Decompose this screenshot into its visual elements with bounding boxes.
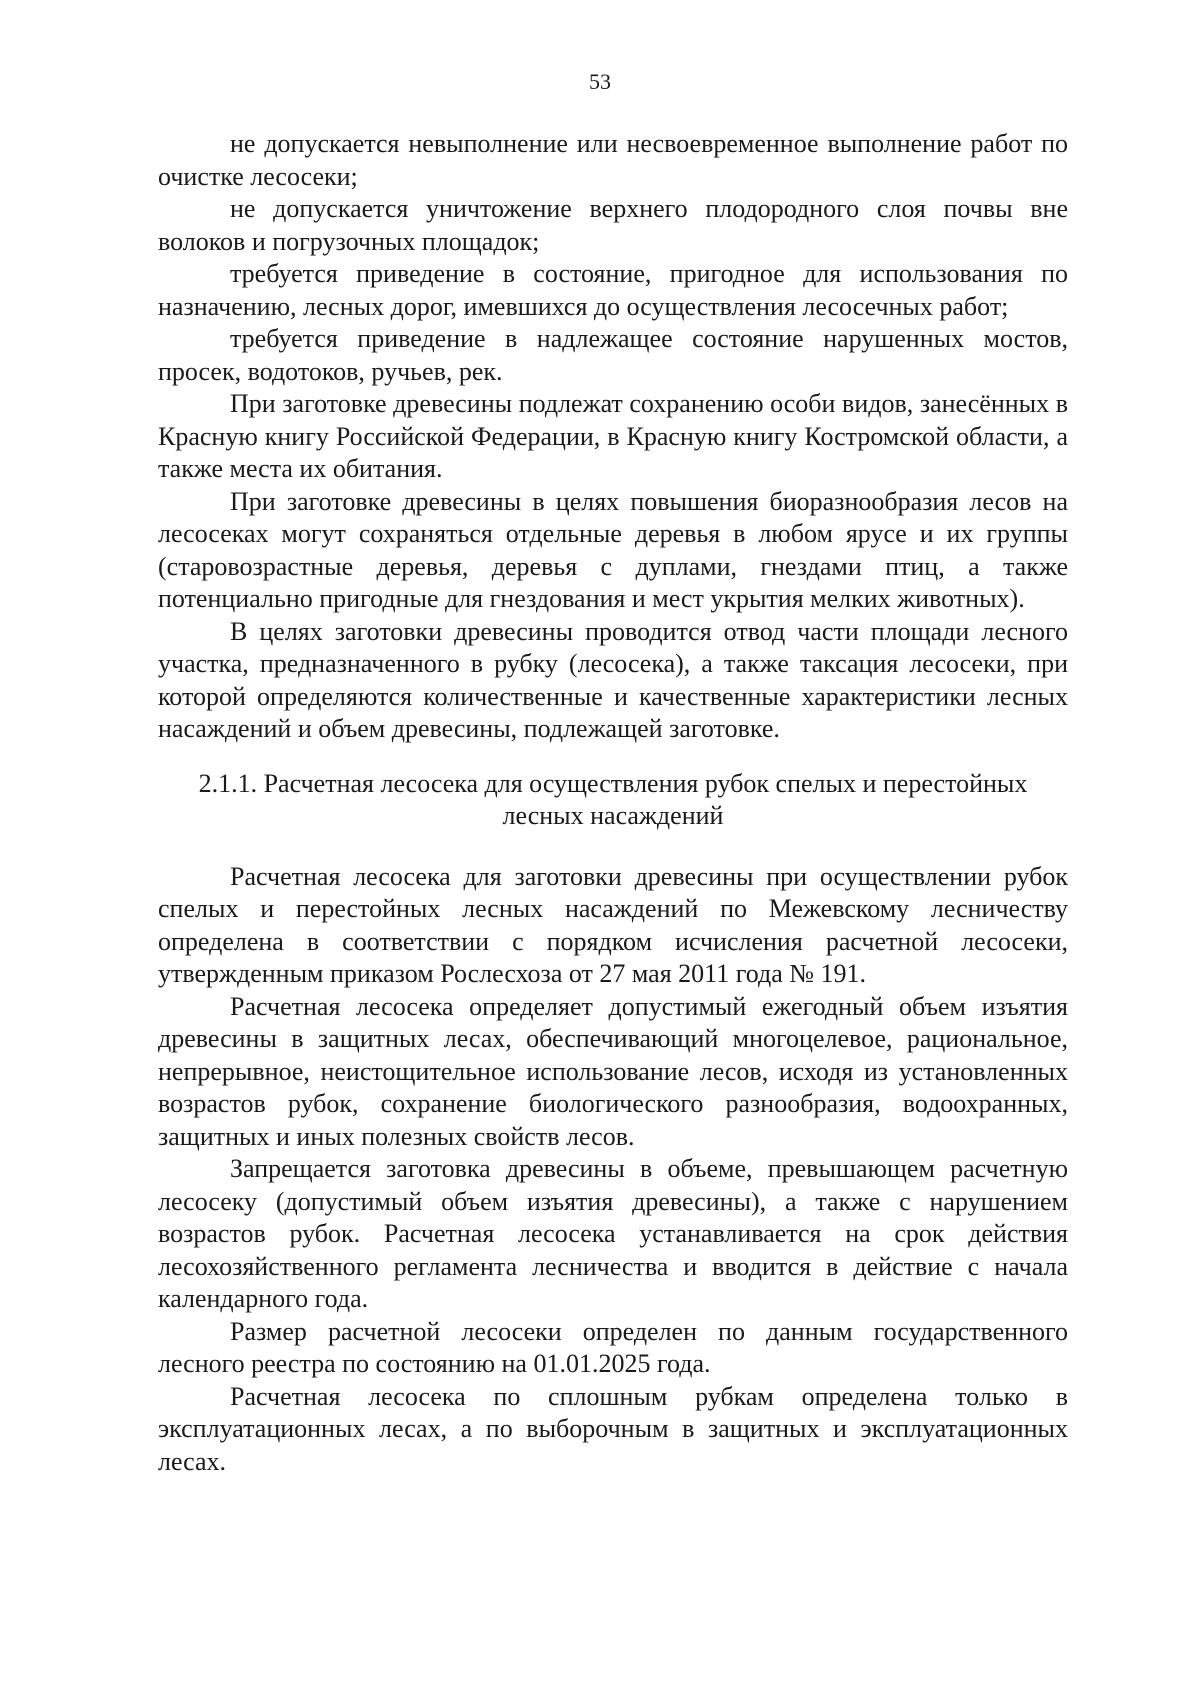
page-number: 53 (589, 69, 611, 94)
page-body (158, 128, 1068, 1478)
paragraph: Запрещается заготовка древесины в объеме, превышающем расчетную лесосеку (допустимый объем изъятия древесины), а также с нарушением возрастов рубок. Расчетная лесосека устанавливается на срок действия лесохозяйственного регламента лесничества и вводится в действие с начала календарного года. (158, 1154, 1068, 1313)
paragraph: Расчетная лесосека по сплошным рубкам определена только в эксплуатационных лесах, а по выборочным в защитных и эксплуатационных лесах. (158, 1381, 1068, 1476)
paragraph: не допускается уничтожение верхнего плодородного слоя почвы вне волоков и погрузочных площадок; (158, 194, 1068, 256)
section-heading: 2.1.1. Расчетная лесосека для осуществления рубок спелых и перестойных лесных насаждений (198, 768, 1028, 830)
paragraph: Размер расчетной лесосеки определен по данным государственного лесного реестра по состоянию на 01.01.2025 года. (158, 1316, 1068, 1378)
paragraph: При заготовке древесины в целях повышения биоразнообразия лесов на лесосеках могут сохраняться отдельные деревья в любом ярусе и их группы (старовозрастные деревья, деревья с дуплами, гнездами птиц, а также потенциально пригодные для гнездования и мест укрытия мелких животных). (158, 486, 1068, 613)
paragraph: Расчетная лесосека определяет допустимый ежегодный объем изъятия древесины в защитных лесах, обеспечивающий многоцелевое, рациональное, непрерывное, неистощительное использование лесов, исходя из установленных возрастов рубок, сохранение биологического разнообразия, водоохранных, защитных и иных полезных свойств лесов. (158, 991, 1068, 1151)
paragraph: В целях заготовки древесины проводится отвод части площади лесного участка, предназначенного в рубку (лесосека), а также таксация лесосеки, при которой определяются количественные и качественные характеристики лесных насаждений и объем древесины, подлежащей заготовке. (158, 616, 1068, 743)
paragraph: не допускается невыполнение или несвоевременное выполнение работ по очистке лесосеки; (158, 129, 1068, 191)
paragraph: При заготовке древесины подлежат сохранению особи видов, занесённых в Красную книгу Российской Федерации, в Красную книгу Костромской области, а также места их обитания. (158, 389, 1068, 483)
paragraph: Расчетная лесосека для заготовки древесины при осуществлении рубок спелых и перестойных лесных насаждений по Межевскому лесничеству определена в соответствии с порядком исчисления расчетной лесосеки, утвержденным приказом Рослесхоза от 27 мая 2011 года № 191. (158, 861, 1068, 988)
paragraph: требуется приведение в надлежащее состояние нарушенных мостов, просек, водотоков, ручьев, рек. (158, 324, 1068, 386)
paragraph: требуется приведение в состояние, пригодное для использования по назначению, лесных дорог, имевшихся до осуществления лесосечных работ; (158, 259, 1068, 321)
